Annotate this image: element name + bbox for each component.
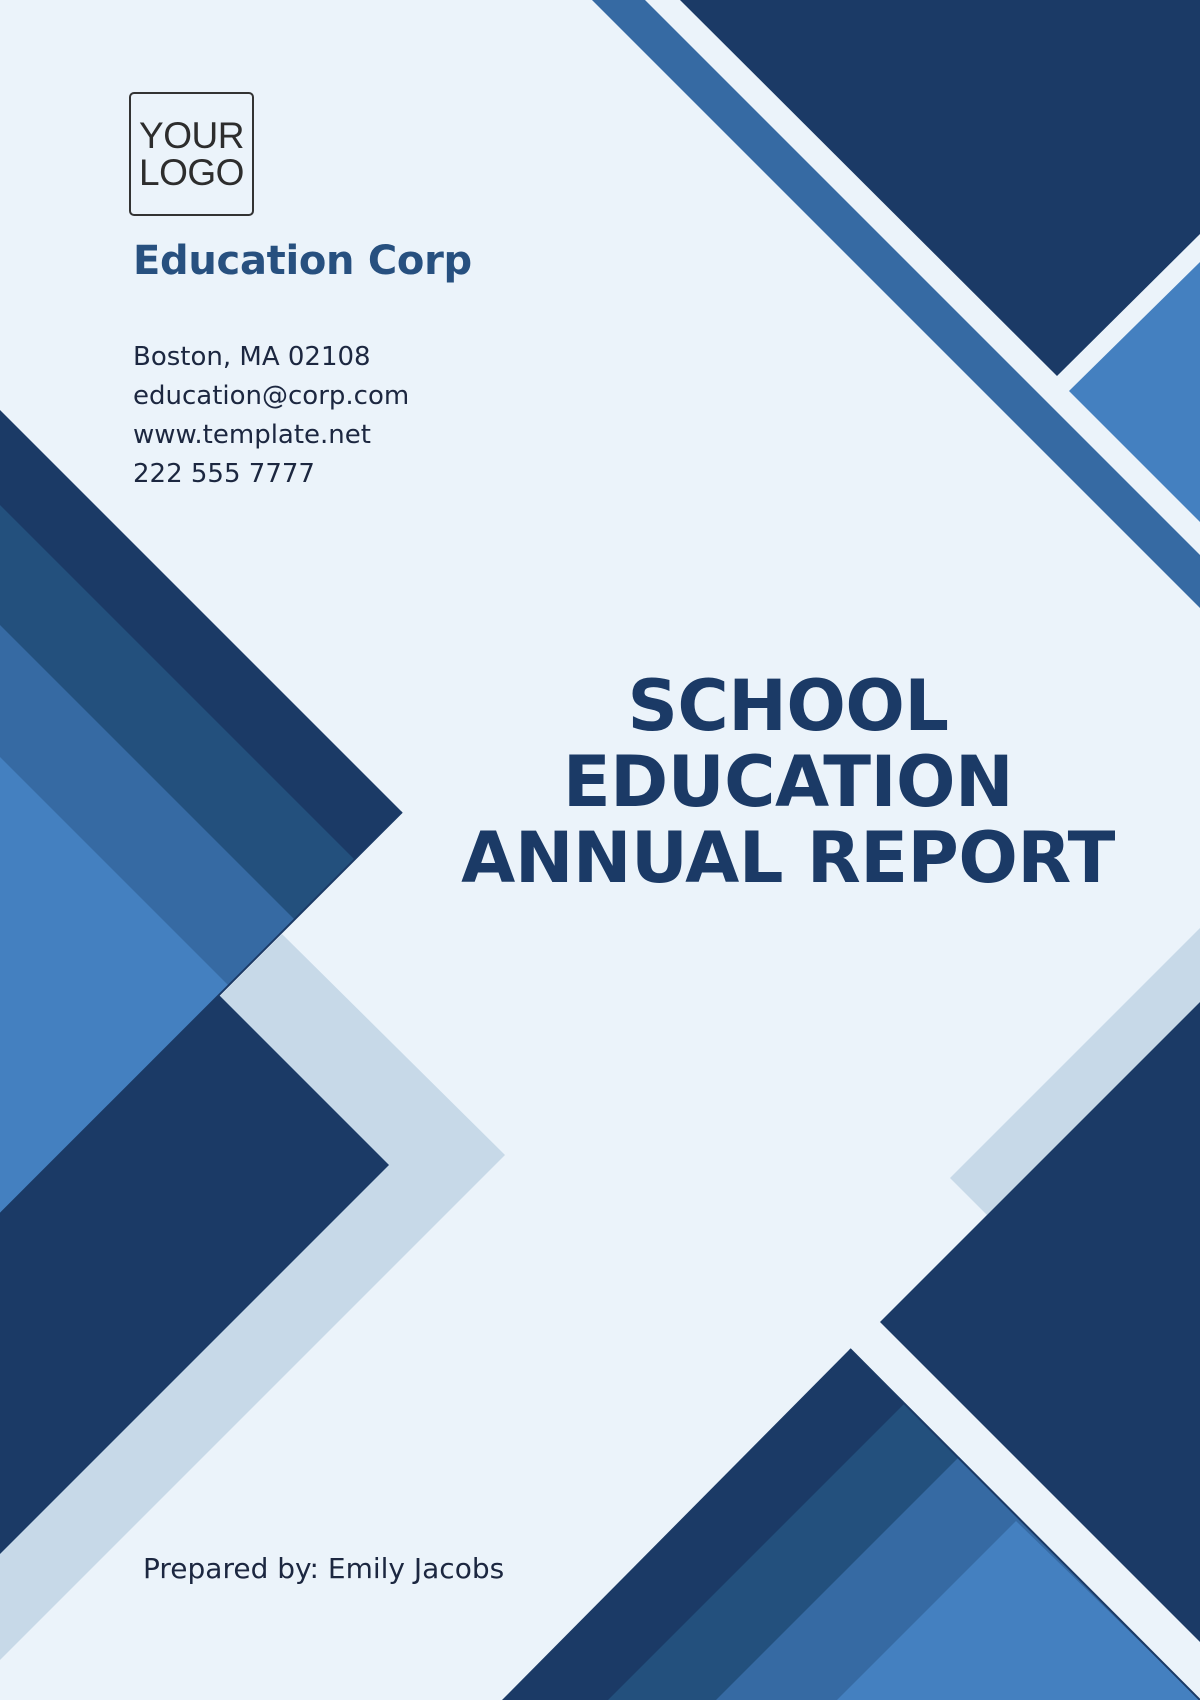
contact-info	[133, 338, 409, 494]
title-line-2: EDUCATION	[562, 741, 1014, 823]
contact-phone: 222 555 7777	[133, 459, 315, 489]
prepared-by: Prepared by: Emily Jacobs	[143, 1552, 505, 1585]
company-name: Education Corp	[133, 238, 472, 284]
logo-text-line2: LOGO	[139, 152, 244, 193]
contact-website: www.template.net	[133, 420, 371, 450]
title-line-3: ANNUAL REPORT	[461, 817, 1115, 899]
title-line-1: SCHOOL	[627, 665, 949, 747]
report-title	[430, 665, 1146, 899]
contact-email: education@corp.com	[133, 381, 410, 411]
logo-placeholder	[129, 92, 254, 216]
logo-text-line1: YOUR	[139, 115, 244, 156]
contact-address: Boston, MA 02108	[133, 342, 371, 372]
